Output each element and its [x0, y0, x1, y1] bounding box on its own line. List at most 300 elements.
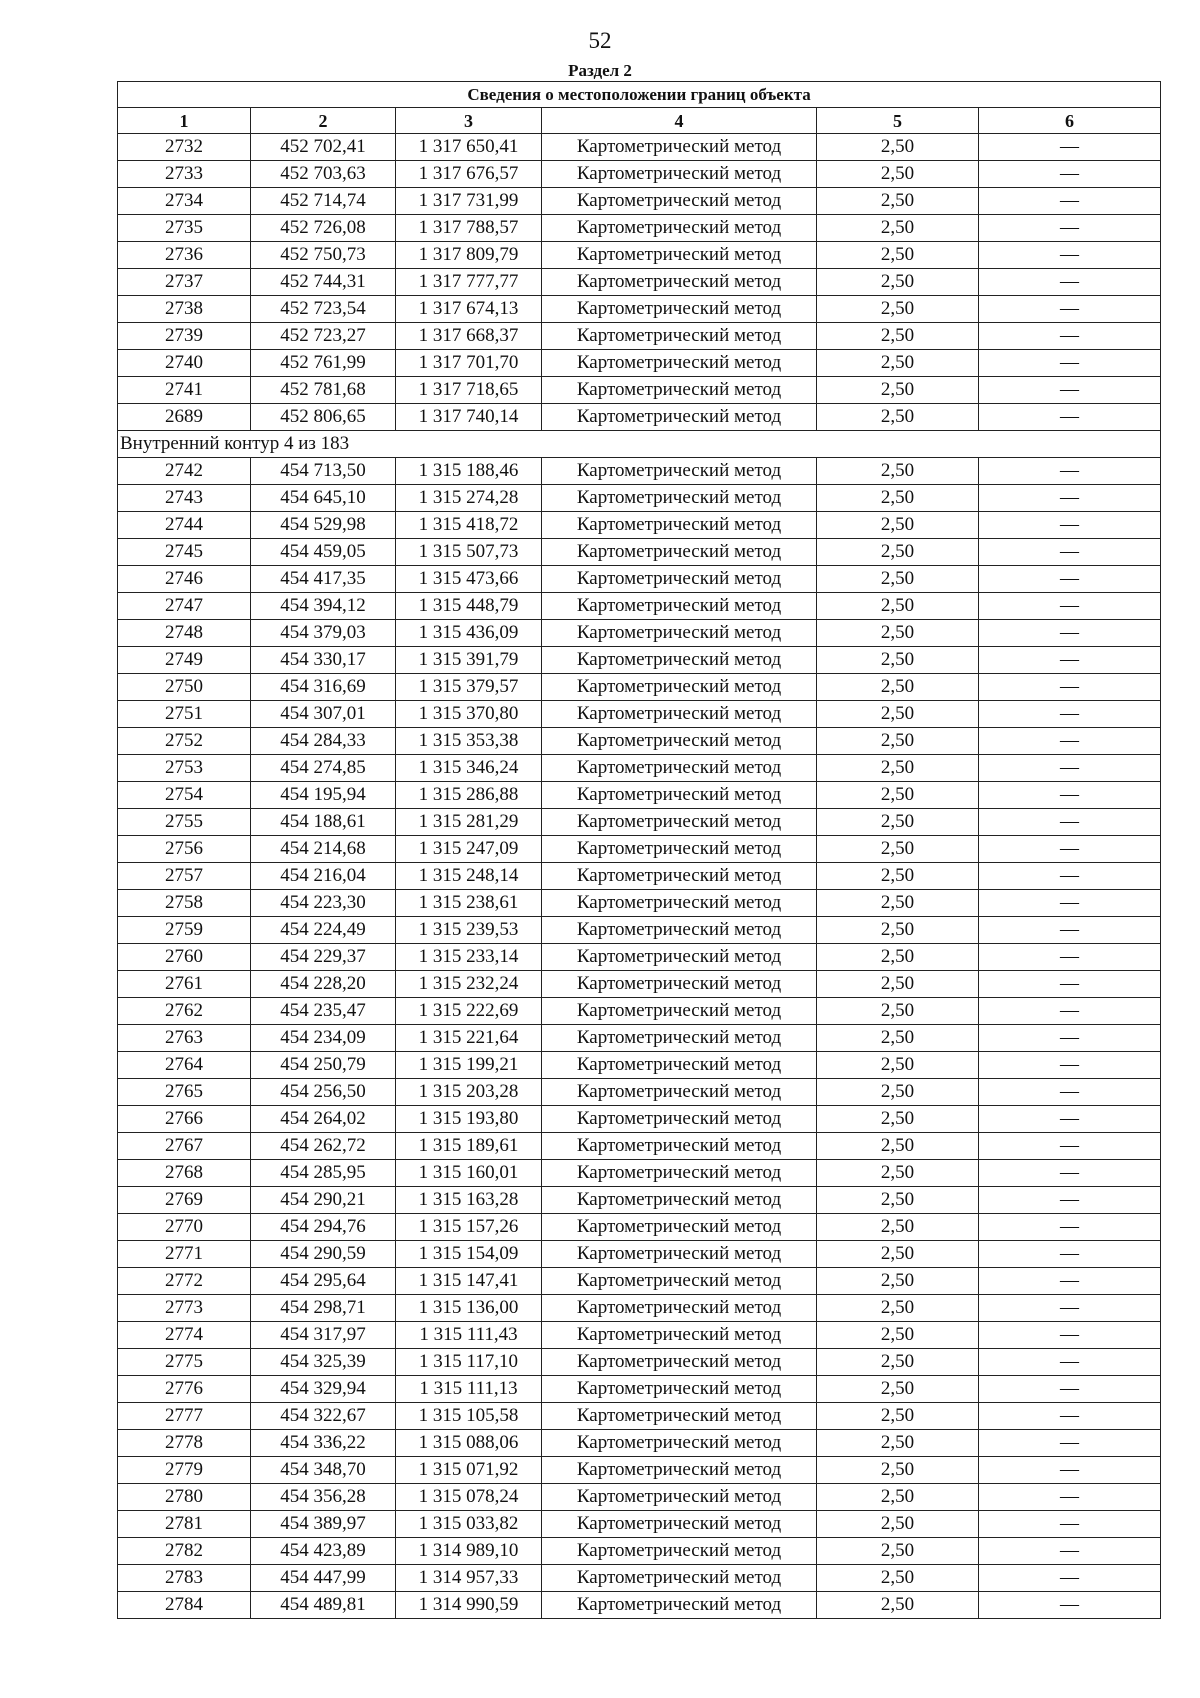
- y-coordinate-cell: 1 315 281,29: [396, 809, 542, 836]
- method-cell: Картометрический метод: [542, 863, 817, 890]
- point-number-cell: 2769: [118, 1187, 251, 1214]
- x-coordinate-cell: 454 224,49: [251, 917, 396, 944]
- y-coordinate-cell: 1 315 248,14: [396, 863, 542, 890]
- y-coordinate-cell: 1 317 718,65: [396, 377, 542, 404]
- method-cell: Картометрический метод: [542, 1484, 817, 1511]
- x-coordinate-cell: 454 336,22: [251, 1430, 396, 1457]
- table-row: [118, 134, 1161, 161]
- accuracy-cell: 2,50: [817, 1538, 979, 1565]
- method-cell: Картометрический метод: [542, 593, 817, 620]
- point-number-cell: 2770: [118, 1214, 251, 1241]
- accuracy-cell: 2,50: [817, 323, 979, 350]
- note-cell: —: [979, 188, 1161, 215]
- note-cell: —: [979, 377, 1161, 404]
- y-coordinate-cell: 1 315 418,72: [396, 512, 542, 539]
- table-row: [118, 323, 1161, 350]
- point-number-cell: 2738: [118, 296, 251, 323]
- x-coordinate-cell: 454 317,97: [251, 1322, 396, 1349]
- method-cell: Картометрический метод: [542, 458, 817, 485]
- point-number-cell: 2739: [118, 323, 251, 350]
- point-number-cell: 2735: [118, 215, 251, 242]
- accuracy-cell: 2,50: [817, 269, 979, 296]
- y-coordinate-cell: 1 315 154,09: [396, 1241, 542, 1268]
- note-cell: —: [979, 485, 1161, 512]
- y-coordinate-cell: 1 315 232,24: [396, 971, 542, 998]
- y-coordinate-cell: 1 315 286,88: [396, 782, 542, 809]
- note-cell: —: [979, 215, 1161, 242]
- method-cell: Картометрический метод: [542, 566, 817, 593]
- accuracy-cell: 2,50: [817, 1268, 979, 1295]
- method-cell: Картометрический метод: [542, 1457, 817, 1484]
- note-cell: —: [979, 269, 1161, 296]
- y-coordinate-cell: 1 315 221,64: [396, 1025, 542, 1052]
- table-caption: Сведения о местоположении границ объекта: [118, 82, 1161, 108]
- y-coordinate-cell: 1 317 731,99: [396, 188, 542, 215]
- method-cell: Картометрический метод: [542, 809, 817, 836]
- x-coordinate-cell: 454 235,47: [251, 998, 396, 1025]
- accuracy-cell: 2,50: [817, 1025, 979, 1052]
- note-cell: —: [979, 1538, 1161, 1565]
- method-cell: Картометрический метод: [542, 998, 817, 1025]
- y-coordinate-cell: 1 315 238,61: [396, 890, 542, 917]
- method-cell: Картометрический метод: [542, 1349, 817, 1376]
- table-row: [118, 1241, 1161, 1268]
- accuracy-cell: 2,50: [817, 1430, 979, 1457]
- point-number-cell: 2778: [118, 1430, 251, 1457]
- method-cell: Картометрический метод: [542, 215, 817, 242]
- y-coordinate-cell: 1 315 507,73: [396, 539, 542, 566]
- note-cell: —: [979, 161, 1161, 188]
- note-cell: —: [979, 1268, 1161, 1295]
- note-cell: —: [979, 1079, 1161, 1106]
- x-coordinate-cell: 454 713,50: [251, 458, 396, 485]
- column-header: 3: [396, 108, 542, 134]
- x-coordinate-cell: 454 459,05: [251, 539, 396, 566]
- note-cell: —: [979, 1187, 1161, 1214]
- table-row: [118, 701, 1161, 728]
- y-coordinate-cell: 1 317 650,41: [396, 134, 542, 161]
- table-row: [118, 215, 1161, 242]
- point-number-cell: 2750: [118, 674, 251, 701]
- accuracy-cell: 2,50: [817, 215, 979, 242]
- point-number-cell: 2762: [118, 998, 251, 1025]
- accuracy-cell: 2,50: [817, 701, 979, 728]
- x-coordinate-cell: 454 188,61: [251, 809, 396, 836]
- boundary-coordinates-table: [117, 81, 1161, 1619]
- accuracy-cell: 2,50: [817, 458, 979, 485]
- note-cell: —: [979, 1511, 1161, 1538]
- accuracy-cell: 2,50: [817, 998, 979, 1025]
- table-row: [118, 863, 1161, 890]
- accuracy-cell: 2,50: [817, 836, 979, 863]
- column-header: 1: [118, 108, 251, 134]
- table-row: [118, 728, 1161, 755]
- note-cell: —: [979, 1295, 1161, 1322]
- note-cell: —: [979, 593, 1161, 620]
- note-cell: —: [979, 809, 1161, 836]
- y-coordinate-cell: 1 317 777,77: [396, 269, 542, 296]
- table-row: [118, 1187, 1161, 1214]
- y-coordinate-cell: 1 315 222,69: [396, 998, 542, 1025]
- point-number-cell: 2747: [118, 593, 251, 620]
- point-number-cell: 2734: [118, 188, 251, 215]
- table-row: [118, 593, 1161, 620]
- note-cell: —: [979, 620, 1161, 647]
- method-cell: Картометрический метод: [542, 269, 817, 296]
- note-cell: —: [979, 1106, 1161, 1133]
- accuracy-cell: 2,50: [817, 917, 979, 944]
- accuracy-cell: 2,50: [817, 944, 979, 971]
- x-coordinate-cell: 454 529,98: [251, 512, 396, 539]
- note-cell: —: [979, 728, 1161, 755]
- note-cell: —: [979, 1592, 1161, 1619]
- contour-row: [118, 431, 1161, 458]
- accuracy-cell: 2,50: [817, 1133, 979, 1160]
- x-coordinate-cell: 454 250,79: [251, 1052, 396, 1079]
- point-number-cell: 2771: [118, 1241, 251, 1268]
- accuracy-cell: 2,50: [817, 296, 979, 323]
- method-cell: Картометрический метод: [542, 971, 817, 998]
- table-row: [118, 998, 1161, 1025]
- y-coordinate-cell: 1 315 136,00: [396, 1295, 542, 1322]
- accuracy-cell: 2,50: [817, 512, 979, 539]
- note-cell: —: [979, 1214, 1161, 1241]
- point-number-cell: 2756: [118, 836, 251, 863]
- accuracy-cell: 2,50: [817, 890, 979, 917]
- y-coordinate-cell: 1 314 989,10: [396, 1538, 542, 1565]
- point-number-cell: 2757: [118, 863, 251, 890]
- accuracy-cell: 2,50: [817, 242, 979, 269]
- note-cell: —: [979, 863, 1161, 890]
- table-row: [118, 1484, 1161, 1511]
- column-header: 5: [817, 108, 979, 134]
- method-cell: Картометрический метод: [542, 1538, 817, 1565]
- x-coordinate-cell: 454 264,02: [251, 1106, 396, 1133]
- x-coordinate-cell: 452 723,54: [251, 296, 396, 323]
- y-coordinate-cell: 1 315 199,21: [396, 1052, 542, 1079]
- table-row: [118, 1592, 1161, 1619]
- point-number-cell: 2758: [118, 890, 251, 917]
- note-cell: —: [979, 242, 1161, 269]
- point-number-cell: 2754: [118, 782, 251, 809]
- accuracy-cell: 2,50: [817, 1565, 979, 1592]
- note-cell: —: [979, 404, 1161, 431]
- y-coordinate-cell: 1 317 674,13: [396, 296, 542, 323]
- table-row: [118, 1133, 1161, 1160]
- method-cell: Картометрический метод: [542, 647, 817, 674]
- x-coordinate-cell: 454 417,35: [251, 566, 396, 593]
- y-coordinate-cell: 1 315 274,28: [396, 485, 542, 512]
- y-coordinate-cell: 1 315 203,28: [396, 1079, 542, 1106]
- x-coordinate-cell: 454 285,95: [251, 1160, 396, 1187]
- table-row: [118, 1322, 1161, 1349]
- point-number-cell: 2775: [118, 1349, 251, 1376]
- y-coordinate-cell: 1 315 188,46: [396, 458, 542, 485]
- method-cell: Картометрический метод: [542, 674, 817, 701]
- y-coordinate-cell: 1 317 676,57: [396, 161, 542, 188]
- note-cell: —: [979, 998, 1161, 1025]
- table-row: [118, 242, 1161, 269]
- note-cell: —: [979, 674, 1161, 701]
- contour-label: Внутренний контур 4 из 183: [118, 431, 1161, 458]
- y-coordinate-cell: 1 315 370,80: [396, 701, 542, 728]
- method-cell: Картометрический метод: [542, 512, 817, 539]
- note-cell: —: [979, 971, 1161, 998]
- table-row: [118, 161, 1161, 188]
- method-cell: Картометрический метод: [542, 890, 817, 917]
- method-cell: Картометрический метод: [542, 485, 817, 512]
- y-coordinate-cell: 1 315 239,53: [396, 917, 542, 944]
- page-number: 52: [588, 28, 612, 53]
- accuracy-cell: 2,50: [817, 161, 979, 188]
- method-cell: Картометрический метод: [542, 728, 817, 755]
- point-number-cell: 2772: [118, 1268, 251, 1295]
- table-row: [118, 512, 1161, 539]
- x-coordinate-cell: 454 322,67: [251, 1403, 396, 1430]
- y-coordinate-cell: 1 315 078,24: [396, 1484, 542, 1511]
- accuracy-cell: 2,50: [817, 1511, 979, 1538]
- table-row: [118, 890, 1161, 917]
- accuracy-cell: 2,50: [817, 647, 979, 674]
- point-number-cell: 2766: [118, 1106, 251, 1133]
- table-row: [118, 350, 1161, 377]
- y-coordinate-cell: 1 315 436,09: [396, 620, 542, 647]
- table-caption-row: [118, 82, 1161, 108]
- note-cell: —: [979, 1484, 1161, 1511]
- note-cell: —: [979, 1052, 1161, 1079]
- x-coordinate-cell: 454 307,01: [251, 701, 396, 728]
- x-coordinate-cell: 454 348,70: [251, 1457, 396, 1484]
- point-number-cell: 2783: [118, 1565, 251, 1592]
- y-coordinate-cell: 1 317 701,70: [396, 350, 542, 377]
- x-coordinate-cell: 452 744,31: [251, 269, 396, 296]
- accuracy-cell: 2,50: [817, 539, 979, 566]
- x-coordinate-cell: 454 489,81: [251, 1592, 396, 1619]
- point-number-cell: 2745: [118, 539, 251, 566]
- accuracy-cell: 2,50: [817, 1079, 979, 1106]
- y-coordinate-cell: 1 315 111,43: [396, 1322, 542, 1349]
- table-row: [118, 1295, 1161, 1322]
- y-coordinate-cell: 1 315 391,79: [396, 647, 542, 674]
- y-coordinate-cell: 1 315 189,61: [396, 1133, 542, 1160]
- x-coordinate-cell: 454 329,94: [251, 1376, 396, 1403]
- accuracy-cell: 2,50: [817, 404, 979, 431]
- point-number-cell: 2776: [118, 1376, 251, 1403]
- method-cell: Картометрический метод: [542, 188, 817, 215]
- note-cell: —: [979, 782, 1161, 809]
- point-number-cell: 2741: [118, 377, 251, 404]
- accuracy-cell: 2,50: [817, 377, 979, 404]
- y-coordinate-cell: 1 317 668,37: [396, 323, 542, 350]
- table-row: [118, 755, 1161, 782]
- note-cell: —: [979, 539, 1161, 566]
- note-cell: —: [979, 647, 1161, 674]
- point-number-cell: 2784: [118, 1592, 251, 1619]
- y-coordinate-cell: 1 314 957,33: [396, 1565, 542, 1592]
- point-number-cell: 2761: [118, 971, 251, 998]
- table-row: [118, 971, 1161, 998]
- method-cell: Картометрический метод: [542, 1511, 817, 1538]
- x-coordinate-cell: 454 645,10: [251, 485, 396, 512]
- point-number-cell: 2740: [118, 350, 251, 377]
- note-cell: —: [979, 701, 1161, 728]
- x-coordinate-cell: 454 195,94: [251, 782, 396, 809]
- point-number-cell: 2782: [118, 1538, 251, 1565]
- x-coordinate-cell: 452 761,99: [251, 350, 396, 377]
- method-cell: Картометрический метод: [542, 620, 817, 647]
- accuracy-cell: 2,50: [817, 674, 979, 701]
- note-cell: —: [979, 917, 1161, 944]
- method-cell: Картометрический метод: [542, 1160, 817, 1187]
- note-cell: —: [979, 1322, 1161, 1349]
- method-cell: Картометрический метод: [542, 1430, 817, 1457]
- accuracy-cell: 2,50: [817, 1295, 979, 1322]
- y-coordinate-cell: 1 315 117,10: [396, 1349, 542, 1376]
- column-header: 6: [979, 108, 1161, 134]
- point-number-cell: 2755: [118, 809, 251, 836]
- accuracy-cell: 2,50: [817, 566, 979, 593]
- method-cell: Картометрический метод: [542, 350, 817, 377]
- column-header: 4: [542, 108, 817, 134]
- point-number-cell: 2764: [118, 1052, 251, 1079]
- accuracy-cell: 2,50: [817, 1187, 979, 1214]
- point-number-cell: 2749: [118, 647, 251, 674]
- table-row: [118, 1457, 1161, 1484]
- method-cell: Картометрический метод: [542, 1079, 817, 1106]
- section-title: Раздел 2: [568, 61, 632, 80]
- method-cell: Картометрический метод: [542, 1376, 817, 1403]
- accuracy-cell: 2,50: [817, 782, 979, 809]
- table-row: [118, 269, 1161, 296]
- x-coordinate-cell: 452 703,63: [251, 161, 396, 188]
- point-number-cell: 2759: [118, 917, 251, 944]
- accuracy-cell: 2,50: [817, 1106, 979, 1133]
- point-number-cell: 2781: [118, 1511, 251, 1538]
- accuracy-cell: 2,50: [817, 809, 979, 836]
- x-coordinate-cell: 454 228,20: [251, 971, 396, 998]
- point-number-cell: 2743: [118, 485, 251, 512]
- point-number-cell: 2744: [118, 512, 251, 539]
- point-number-cell: 2751: [118, 701, 251, 728]
- y-coordinate-cell: 1 315 233,14: [396, 944, 542, 971]
- y-coordinate-cell: 1 317 788,57: [396, 215, 542, 242]
- method-cell: Картометрический метод: [542, 296, 817, 323]
- x-coordinate-cell: 454 229,37: [251, 944, 396, 971]
- accuracy-cell: 2,50: [817, 593, 979, 620]
- table-row: [118, 485, 1161, 512]
- method-cell: Картометрический метод: [542, 1322, 817, 1349]
- accuracy-cell: 2,50: [817, 1349, 979, 1376]
- method-cell: Картометрический метод: [542, 1106, 817, 1133]
- note-cell: —: [979, 134, 1161, 161]
- accuracy-cell: 2,50: [817, 350, 979, 377]
- method-cell: Картометрический метод: [542, 134, 817, 161]
- method-cell: Картометрический метод: [542, 1025, 817, 1052]
- accuracy-cell: 2,50: [817, 755, 979, 782]
- point-number-cell: 2689: [118, 404, 251, 431]
- method-cell: Картометрический метод: [542, 1565, 817, 1592]
- table-row: [118, 188, 1161, 215]
- note-cell: —: [979, 836, 1161, 863]
- x-coordinate-cell: 454 290,21: [251, 1187, 396, 1214]
- note-cell: —: [979, 890, 1161, 917]
- x-coordinate-cell: 454 423,89: [251, 1538, 396, 1565]
- table-row: [118, 1511, 1161, 1538]
- note-cell: —: [979, 1430, 1161, 1457]
- table-row: [118, 296, 1161, 323]
- table-row: [118, 1160, 1161, 1187]
- y-coordinate-cell: 1 315 157,26: [396, 1214, 542, 1241]
- table-row: [118, 1349, 1161, 1376]
- note-cell: —: [979, 350, 1161, 377]
- x-coordinate-cell: 454 214,68: [251, 836, 396, 863]
- x-coordinate-cell: 452 750,73: [251, 242, 396, 269]
- note-cell: —: [979, 1133, 1161, 1160]
- point-number-cell: 2760: [118, 944, 251, 971]
- x-coordinate-cell: 454 216,04: [251, 863, 396, 890]
- column-header: 2: [251, 108, 396, 134]
- table-row: [118, 782, 1161, 809]
- table-row: [118, 1376, 1161, 1403]
- method-cell: Картометрический метод: [542, 1214, 817, 1241]
- table-row: [118, 1025, 1161, 1052]
- accuracy-cell: 2,50: [817, 620, 979, 647]
- accuracy-cell: 2,50: [817, 971, 979, 998]
- note-cell: —: [979, 458, 1161, 485]
- table-row: [118, 566, 1161, 593]
- y-coordinate-cell: 1 315 088,06: [396, 1430, 542, 1457]
- y-coordinate-cell: 1 315 105,58: [396, 1403, 542, 1430]
- note-cell: —: [979, 566, 1161, 593]
- table-row: [118, 1214, 1161, 1241]
- accuracy-cell: 2,50: [817, 188, 979, 215]
- accuracy-cell: 2,50: [817, 728, 979, 755]
- accuracy-cell: 2,50: [817, 863, 979, 890]
- point-number-cell: 2767: [118, 1133, 251, 1160]
- table-row: [118, 1565, 1161, 1592]
- x-coordinate-cell: 454 298,71: [251, 1295, 396, 1322]
- point-number-cell: 2780: [118, 1484, 251, 1511]
- method-cell: Картометрический метод: [542, 1133, 817, 1160]
- point-number-cell: 2742: [118, 458, 251, 485]
- x-coordinate-cell: 454 330,17: [251, 647, 396, 674]
- table-row: [118, 458, 1161, 485]
- y-coordinate-cell: 1 315 033,82: [396, 1511, 542, 1538]
- method-cell: Картометрический метод: [542, 1052, 817, 1079]
- method-cell: Картометрический метод: [542, 836, 817, 863]
- table-body: [118, 134, 1161, 1619]
- table-row: [118, 836, 1161, 863]
- note-cell: —: [979, 755, 1161, 782]
- accuracy-cell: 2,50: [817, 485, 979, 512]
- method-cell: Картометрический метод: [542, 755, 817, 782]
- accuracy-cell: 2,50: [817, 1322, 979, 1349]
- note-cell: —: [979, 944, 1161, 971]
- accuracy-cell: 2,50: [817, 1241, 979, 1268]
- table-row: [118, 1403, 1161, 1430]
- method-cell: Картометрический метод: [542, 701, 817, 728]
- table-row: [118, 404, 1161, 431]
- point-number-cell: 2763: [118, 1025, 251, 1052]
- x-coordinate-cell: 454 447,99: [251, 1565, 396, 1592]
- method-cell: Картометрический метод: [542, 1268, 817, 1295]
- point-number-cell: 2733: [118, 161, 251, 188]
- y-coordinate-cell: 1 315 160,01: [396, 1160, 542, 1187]
- note-cell: —: [979, 296, 1161, 323]
- table-row: [118, 674, 1161, 701]
- note-cell: —: [979, 1403, 1161, 1430]
- method-cell: Картометрический метод: [542, 377, 817, 404]
